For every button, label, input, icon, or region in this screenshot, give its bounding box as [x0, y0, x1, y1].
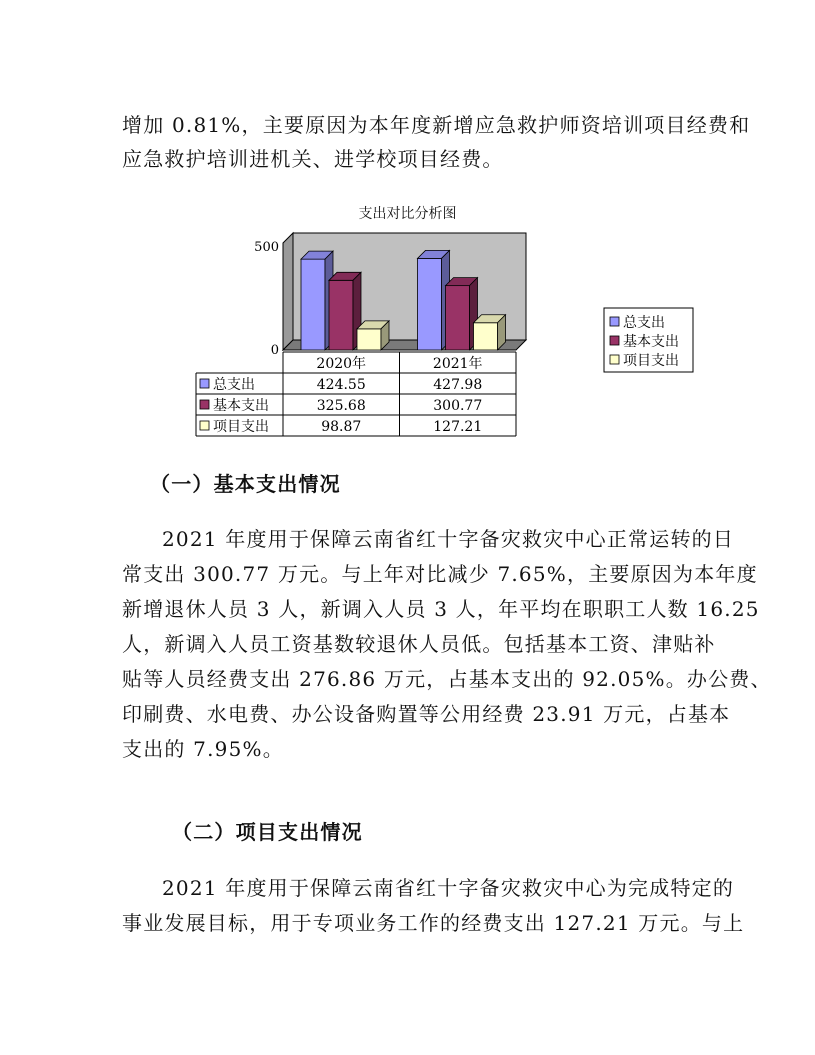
paragraph-line: 应急救护培训进机关、进学校项目经费。 — [122, 147, 504, 171]
y-tick-label: 0 — [270, 343, 279, 358]
paragraph-line: 增加 0.81%，主要原因为本年度新增应急救护师资培训项目经费和 — [122, 113, 751, 137]
table-series-name: 基本支出 — [213, 398, 269, 414]
table-legend-key — [200, 379, 209, 388]
paragraph-line: 人，新调入人员工资基数较退休人员低。包括基本工资、津贴补 — [122, 632, 716, 656]
table-series-name: 项目支出 — [213, 419, 269, 435]
legend-key — [610, 317, 619, 326]
chart-title: 支出对比分析图 — [358, 206, 457, 222]
legend-key — [610, 355, 619, 364]
expenditure-chart — [0, 225, 815, 485]
section-heading: （二）项目支出情况 — [172, 820, 363, 844]
data-label: 127.21 — [433, 419, 483, 435]
bar — [446, 286, 470, 350]
data-label: 424.55 — [316, 377, 366, 393]
paragraph-line: 印刷费、水电费、办公设备购置等公用经费 23.91 万元，占基本 — [122, 702, 731, 726]
section-heading: （一）基本支出情况 — [150, 472, 341, 496]
legend-label: 项目支出 — [623, 353, 679, 369]
paragraph-line: 2021 年度用于保障云南省红十字备灾救灾中心正常运转的日 — [162, 527, 735, 551]
x-tick-label: 2021年 — [432, 356, 483, 372]
table-legend-key — [200, 421, 209, 430]
bar — [418, 258, 442, 350]
data-label: 325.68 — [316, 398, 366, 414]
data-label: 98.87 — [321, 419, 362, 435]
paragraph-line: 常支出 300.77 万元。与上年对比减少 7.65%，主要原因为本年度 — [122, 562, 758, 586]
x-tick-label: 2020年 — [316, 356, 367, 372]
bar — [301, 259, 325, 350]
paragraph-line: 事业发展目标，用于专项业务工作的经费支出 127.21 万元。与上 — [122, 911, 745, 935]
bar — [329, 280, 353, 350]
legend-label: 总支出 — [623, 315, 665, 331]
legend-key — [610, 336, 619, 345]
paragraph-line: 新增退休人员 3 人，新调入人员 3 人，年平均在职职工人数 16.25 — [122, 597, 760, 621]
paragraph-line: 2021 年度用于保障云南省红十字备灾救灾中心为完成特定的 — [162, 876, 735, 900]
table-series-name: 总支出 — [213, 377, 255, 393]
data-label: 300.77 — [433, 398, 483, 414]
data-label: 427.98 — [433, 377, 483, 393]
bar — [474, 323, 498, 350]
paragraph-line: 支出的 7.95%。 — [122, 737, 284, 761]
legend-label: 基本支出 — [623, 334, 679, 350]
y-tick-label: 500 — [254, 240, 279, 255]
plot-side-wall — [283, 233, 293, 350]
bar — [357, 329, 381, 350]
table-legend-key — [200, 400, 209, 409]
paragraph-line: 贴等人员经费支出 276.86 万元，占基本支出的 92.05%。办公费、 — [122, 667, 772, 691]
